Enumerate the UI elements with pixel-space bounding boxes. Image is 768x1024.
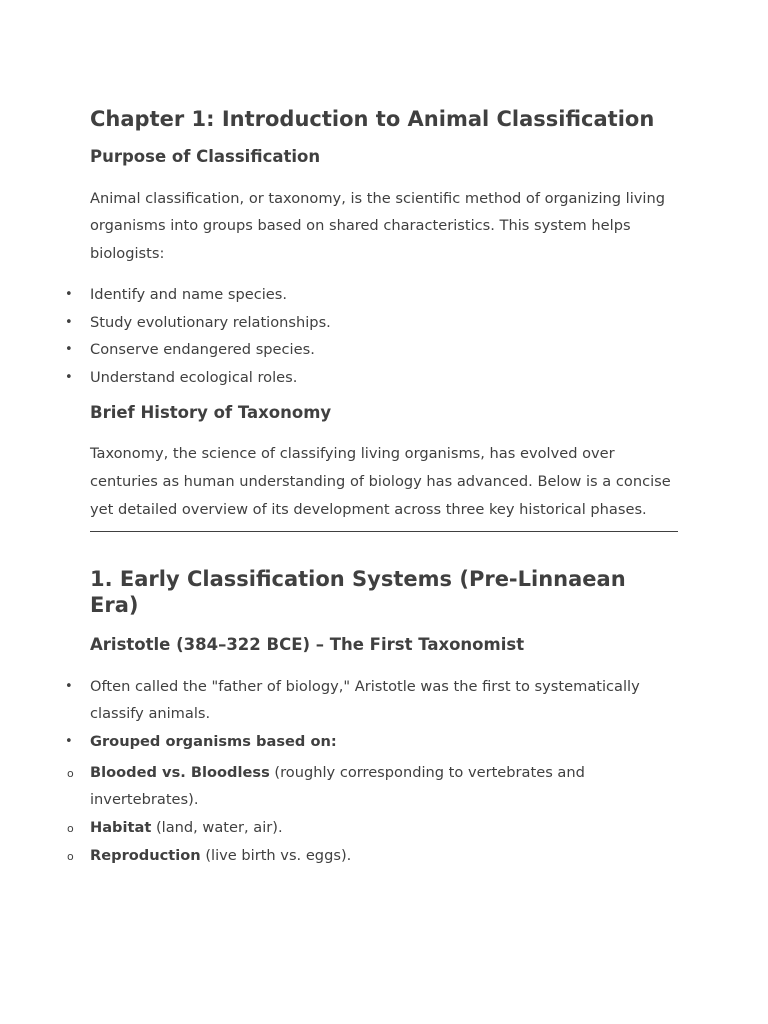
- list-item: [90, 814, 678, 842]
- criteria-list: [90, 759, 678, 870]
- criterion-desc: (live birth vs. eggs).: [200, 846, 352, 864]
- criterion-desc: (land, water, air).: [151, 819, 283, 837]
- list-item: • Study evolutionary relationships.: [90, 309, 678, 337]
- aristotle-heading: Aristotle (384–322 BCE) – The First Taxonomist: [90, 635, 525, 655]
- purpose-heading: Purpose of Classification: [90, 147, 321, 167]
- list-item: • Understand ecological roles.: [90, 364, 678, 392]
- section-divider: [90, 531, 678, 532]
- purpose-list: [90, 281, 678, 392]
- aristotle-list: [90, 673, 678, 756]
- criterion-term: Blooded vs. Bloodless: [90, 763, 270, 781]
- list-item: [90, 728, 678, 756]
- grouped-label: Grouped organisms based on:: [90, 733, 337, 751]
- criterion-term: Reproduction: [90, 846, 201, 864]
- list-item: • Conserve endangered species.: [90, 336, 678, 364]
- purpose-intro: Animal classification, or taxonomy, is the scientific method of organizing living organisms into groups based on shared characteristics. This system helps biologists:: [90, 189, 665, 263]
- list-item: • Identify and name species.: [90, 281, 678, 309]
- document-page: [90, 106, 678, 870]
- criterion-desc: (roughly corresponding to vertebrates and invertebrates).: [90, 763, 585, 809]
- list-item: • Often called the "father of biology," Aristotle was the first to systematically classify animals.: [90, 673, 678, 728]
- list-item: [90, 759, 678, 814]
- criterion-term: Habitat: [90, 819, 152, 837]
- list-item: [90, 842, 678, 870]
- history-heading: Brief History of Taxonomy: [90, 402, 332, 422]
- history-intro: Taxonomy, the science of classifying living organisms, has evolved over centuries as human understanding of biology has advanced. Below is a concise yet detailed overview of its development across three key historical phases.: [90, 445, 671, 518]
- section1-heading: 1. Early Classification Systems (Pre-Linnaean Era): [90, 567, 626, 618]
- chapter-title: Chapter 1: Introduction to Animal Classification: [90, 107, 655, 131]
